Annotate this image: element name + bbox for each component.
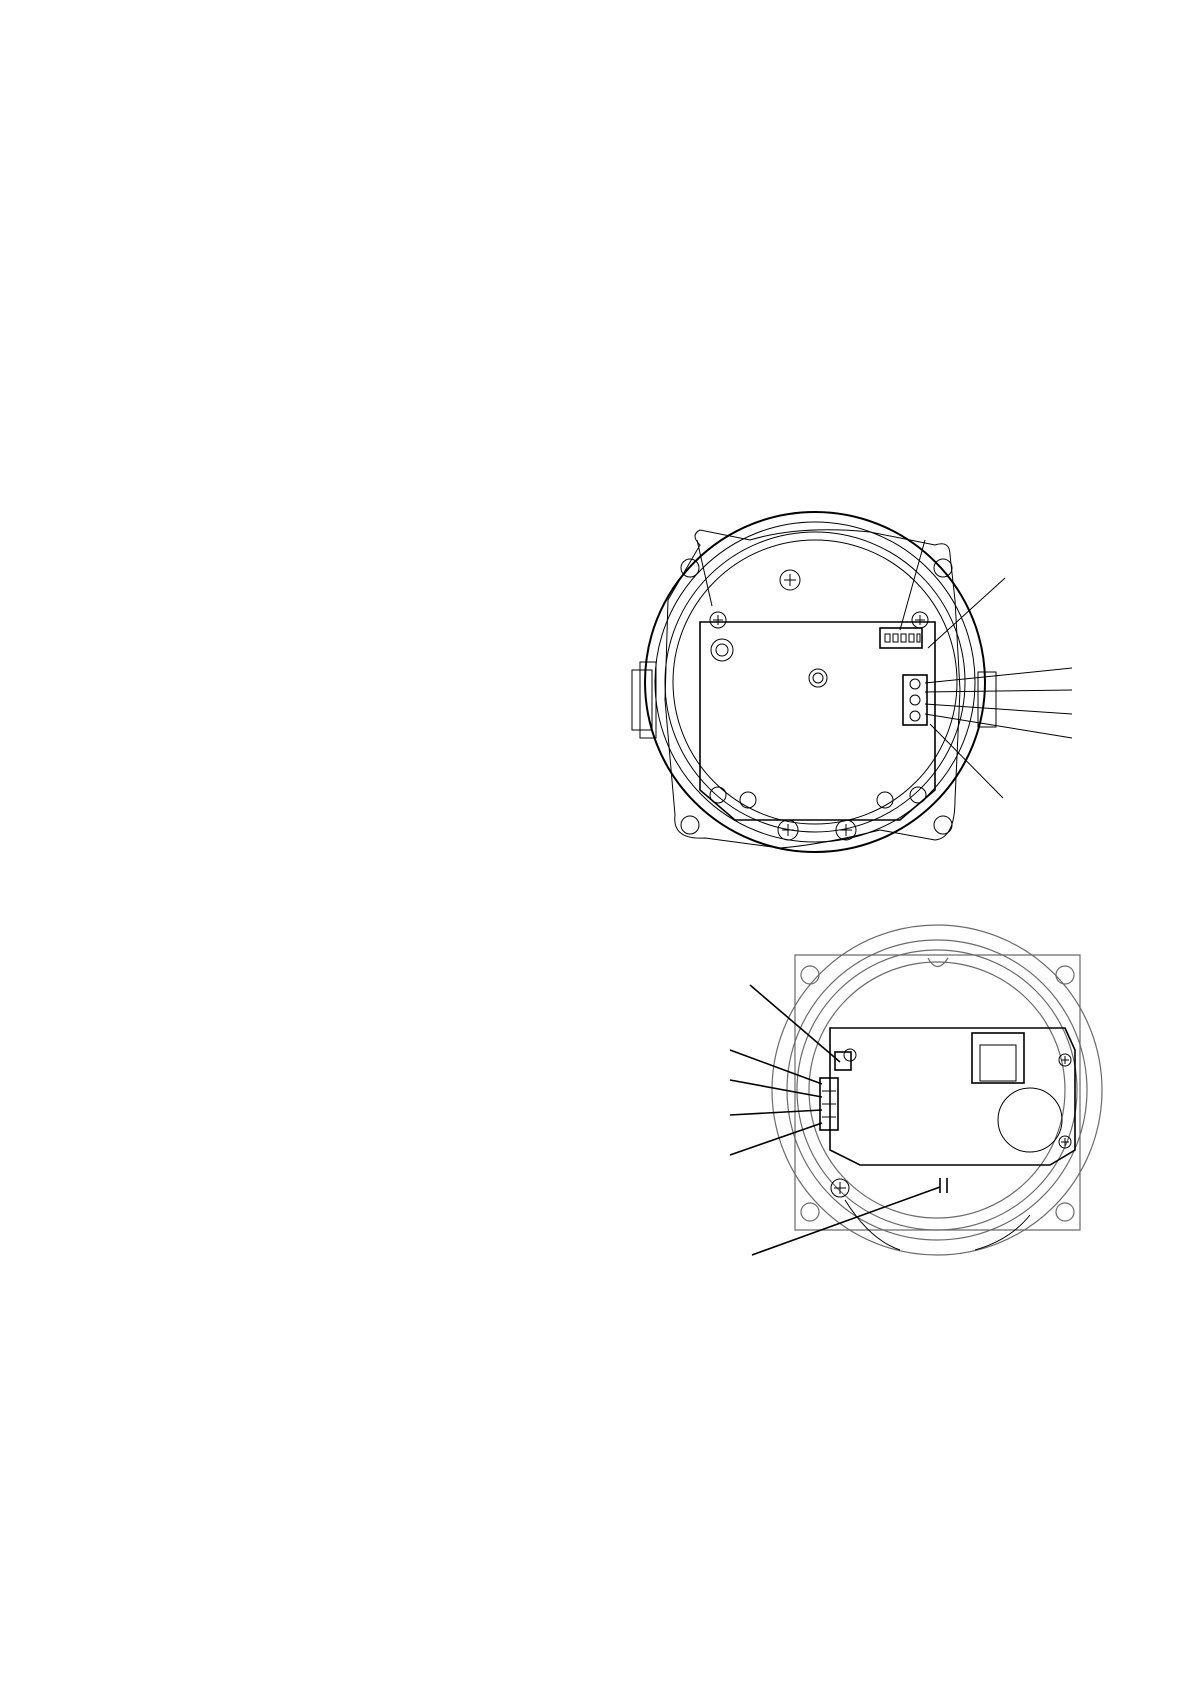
enclosure-top-view-2 [730,925,1102,1255]
enclosure-top-view-1 [632,512,1072,852]
